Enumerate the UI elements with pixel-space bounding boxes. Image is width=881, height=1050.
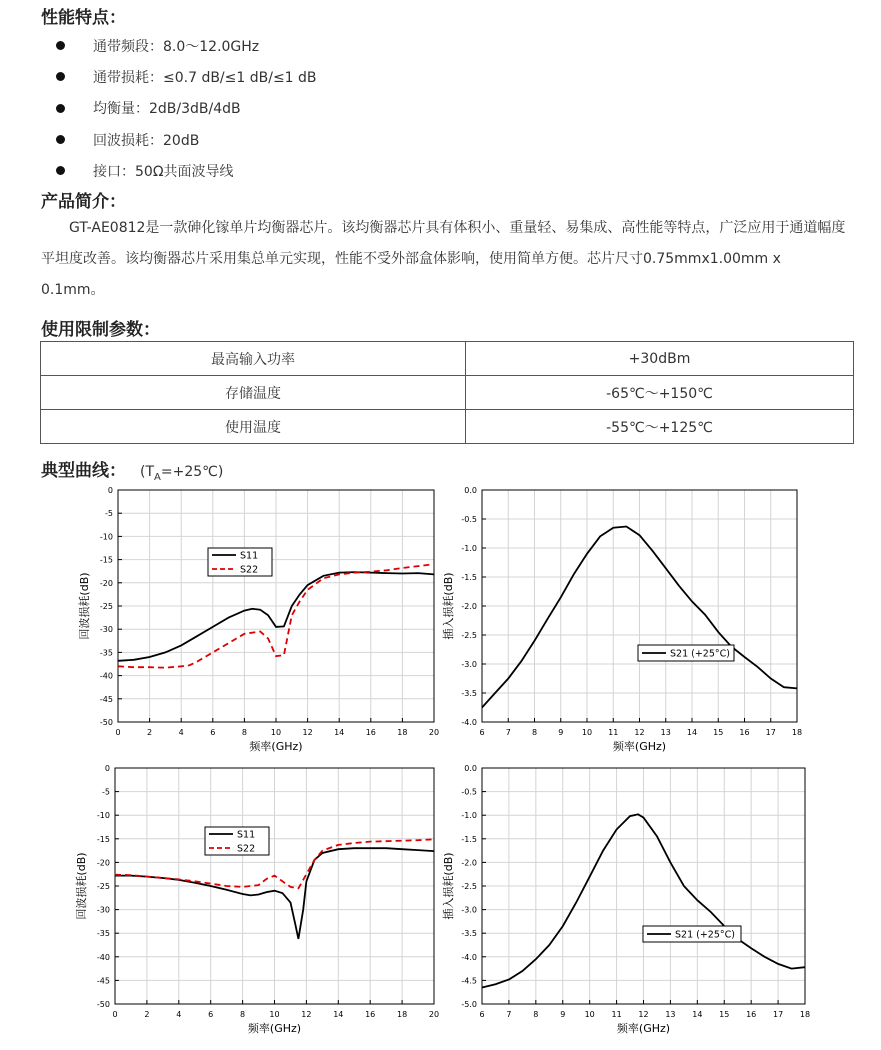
intro-paragraph: GT-AE0812是一款砷化镓单片均衡器芯片。该均衡器芯片具有体积小、重量轻、易集成、高性能等特点，广泛应用于通道幅度平坦度改善。该均衡器芯片采用集总单元实现，性能不受外部盒体影响，使用简单方便。芯片尺寸0.75mmx1.00mm x 0.1mm。	[41, 220, 846, 298]
x-tick-label: 10	[584, 1010, 595, 1019]
list-item-text: 接口：50Ω共面波导线	[93, 163, 234, 180]
legend-label: S21 (+25°C)	[670, 648, 730, 660]
x-axis-label: 频率(GHz)	[249, 740, 303, 753]
curves-title: 典型曲线：	[41, 461, 126, 481]
x-tick-label: 14	[333, 1010, 344, 1019]
x-tick-label: 8	[533, 1010, 539, 1019]
y-tick-label: -2.5	[461, 631, 477, 640]
x-tick-label: 7	[506, 1010, 512, 1019]
y-tick-label: -4.0	[461, 718, 477, 727]
x-tick-label: 11	[608, 728, 619, 737]
y-tick-label: -5.0	[461, 1000, 477, 1009]
x-tick-label: 11	[611, 1010, 622, 1019]
x-tick-label: 18	[397, 1010, 408, 1019]
x-tick-label: 6	[210, 728, 216, 737]
y-tick-label: -1.5	[461, 834, 477, 844]
y-tick-label: -2.0	[461, 602, 477, 611]
y-tick-label: -3.0	[461, 660, 477, 669]
limits-heading: 使用限制参数：	[41, 320, 160, 340]
y-tick-label: -5	[102, 787, 110, 797]
x-tick-label: 17	[772, 1010, 784, 1019]
x-tick-label: 14	[692, 1010, 703, 1019]
legend-label: S22	[237, 843, 256, 855]
y-tick-label: -20	[96, 858, 110, 868]
y-tick-label: -5	[105, 509, 113, 519]
x-axis-label: 频率(GHz)	[247, 1022, 302, 1035]
y-tick-label: -30	[99, 625, 113, 635]
x-tick-label: 12	[638, 1010, 649, 1019]
y-tick-label: -10	[96, 811, 110, 821]
y-tick-label: -45	[99, 694, 113, 704]
y-tick-label: 0.0	[464, 764, 477, 773]
y-tick-label: -45	[96, 976, 110, 986]
cond-suffix: =+25℃)	[160, 464, 224, 480]
legend-label: S11	[237, 829, 256, 841]
x-tick-label: 15	[719, 1010, 730, 1019]
x-tick-label: 16	[746, 1010, 757, 1019]
legend-label: S22	[240, 564, 259, 576]
intro-heading: 产品简介：	[41, 192, 126, 212]
x-tick-label: 20	[428, 728, 440, 737]
y-tick-label: -1.0	[461, 811, 477, 821]
x-tick-label: 6	[479, 1010, 485, 1019]
x-tick-label: 8	[240, 1010, 246, 1019]
cond-sub: A	[154, 471, 161, 483]
x-tick-label: 13	[660, 728, 671, 737]
param-name: 最高输入功率	[41, 342, 466, 376]
param-value: -65℃～+150℃	[466, 376, 854, 410]
param-value: +30dBm	[466, 342, 854, 376]
x-tick-label: 8	[531, 728, 538, 737]
x-tick-label: 4	[176, 1010, 182, 1019]
x-tick-label: 20	[428, 1010, 440, 1019]
legend-label: S21 (+25°C)	[675, 929, 735, 941]
y-tick-label: -25	[99, 602, 113, 611]
y-tick-label: -4.0	[461, 952, 477, 962]
x-tick-label: 9	[560, 1010, 566, 1019]
x-tick-label: 14	[686, 728, 698, 737]
y-tick-label: -15	[96, 834, 110, 844]
x-tick-label: 6	[208, 1010, 214, 1019]
param-name: 存储温度	[41, 376, 466, 410]
y-tick-label: -50	[96, 1000, 110, 1009]
y-tick-label: -1.0	[461, 544, 477, 553]
x-tick-label: 2	[144, 1010, 150, 1019]
x-tick-label: 18	[397, 728, 408, 737]
x-tick-label: 13	[665, 1010, 676, 1019]
list-item-text: 均衡量：2dB/3dB/4dB	[93, 101, 241, 118]
x-tick-label: 10	[270, 728, 282, 737]
list-item-text: 通带频段：8.0～12.0GHz	[93, 38, 260, 55]
x-tick-label: 18	[791, 728, 803, 737]
x-axis-label: 频率(GHz)	[616, 1022, 671, 1035]
y-tick-label: -50	[99, 718, 113, 727]
x-tick-label: 17	[765, 728, 776, 737]
x-tick-label: 7	[505, 728, 511, 737]
x-tick-label: 10	[269, 1010, 280, 1019]
y-axis-label: 回波损耗(dB)	[75, 852, 88, 920]
y-axis-label: 回波损耗(dB)	[78, 572, 91, 640]
y-tick-label: -30	[96, 905, 110, 915]
y-tick-label: -15	[99, 555, 113, 565]
chart-3	[74, 764, 439, 1035]
y-tick-label: -10	[99, 532, 113, 542]
x-tick-label: 16	[739, 728, 750, 737]
x-tick-label: 16	[365, 1010, 376, 1019]
y-tick-label: -35	[96, 929, 110, 939]
x-tick-label: 6	[479, 728, 485, 737]
y-tick-label: -40	[99, 671, 113, 681]
performance-heading: 性能特点：	[41, 8, 126, 28]
cond-prefix: (T	[140, 464, 155, 480]
x-tick-label: 8	[241, 728, 247, 737]
legend-label: S11	[240, 550, 259, 562]
y-tick-label: -1.5	[461, 573, 477, 582]
y-tick-label: -0.5	[461, 787, 477, 797]
x-tick-label: 10	[581, 728, 593, 737]
y-tick-label: -25	[96, 882, 110, 891]
y-tick-label: -35	[99, 648, 113, 658]
chart-2	[441, 486, 802, 753]
y-tick-label: -3.0	[461, 905, 477, 915]
y-tick-label: -2.0	[461, 858, 477, 868]
x-tick-label: 0	[112, 1010, 118, 1019]
param-value: -55℃～+125℃	[466, 410, 854, 444]
y-tick-label: -3.5	[461, 689, 477, 698]
x-tick-label: 16	[365, 728, 376, 737]
x-tick-label: 15	[713, 728, 724, 737]
y-tick-label: -40	[96, 952, 110, 962]
x-tick-label: 9	[558, 728, 564, 737]
x-tick-label: 4	[178, 728, 184, 737]
x-axis-label: 频率(GHz)	[612, 740, 667, 753]
x-tick-label: 12	[634, 728, 645, 737]
x-tick-label: 12	[302, 728, 313, 737]
chart-4	[441, 764, 810, 1035]
y-tick-label: -3.5	[461, 929, 477, 939]
x-tick-label: 12	[301, 1010, 312, 1019]
param-name: 使用温度	[41, 410, 466, 444]
list-item-text: 通带损耗：≤0.7 dB/≤1 dB/≤1 dB	[93, 69, 317, 86]
y-tick-label: 0	[104, 764, 110, 773]
x-tick-label: 2	[147, 728, 153, 737]
y-axis-label: 插入损耗(dB)	[442, 852, 455, 920]
y-tick-label: -4.5	[461, 976, 477, 986]
y-tick-label: -2.5	[461, 882, 477, 891]
x-tick-label: 18	[799, 1010, 811, 1019]
chart-1	[77, 486, 439, 753]
y-axis-label: 插入损耗(dB)	[442, 572, 455, 640]
x-tick-label: 0	[115, 728, 121, 737]
x-tick-label: 14	[334, 728, 345, 737]
y-tick-label: 0.0	[464, 486, 477, 495]
y-tick-label: -0.5	[461, 515, 477, 524]
y-tick-label: 0	[107, 486, 113, 495]
y-tick-label: -20	[99, 578, 113, 588]
list-item-text: 回波损耗：20dB	[93, 132, 200, 149]
